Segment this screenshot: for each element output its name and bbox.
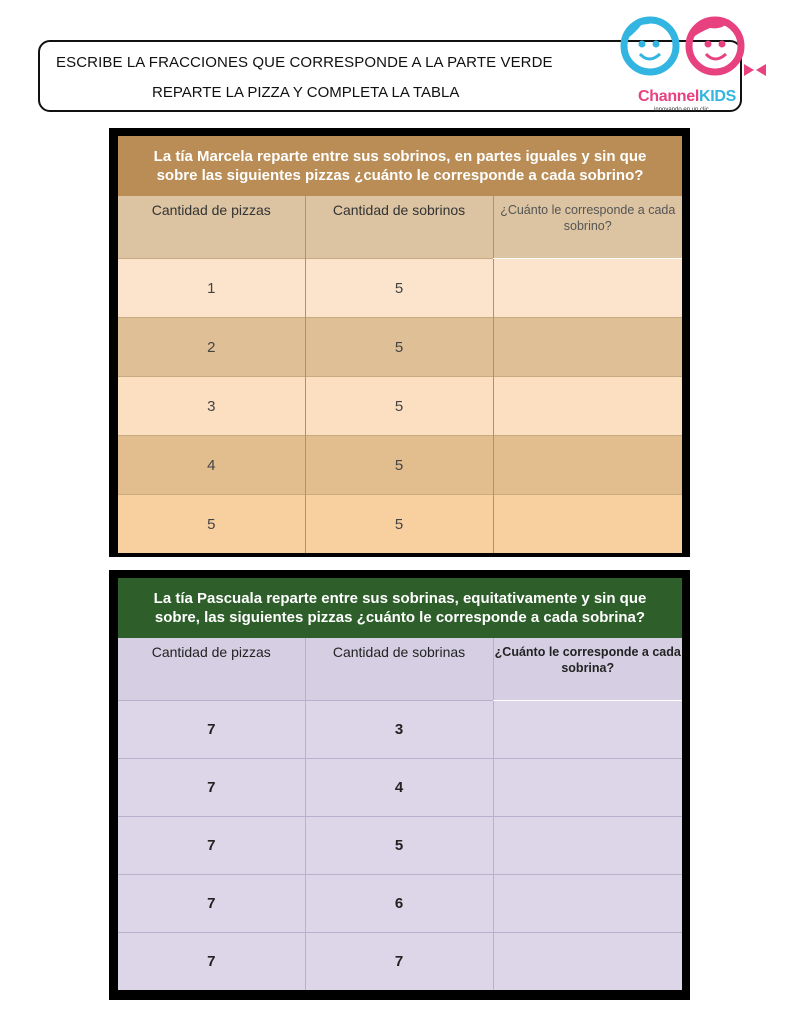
table-row bbox=[118, 436, 682, 495]
answer-cell[interactable] bbox=[493, 259, 682, 318]
cell-pizzas: 1 bbox=[118, 259, 305, 318]
header-cantidad-pizzas: Cantidad de pizzas bbox=[118, 638, 305, 701]
table-row bbox=[118, 875, 682, 933]
logo-wordmark: ChannelKIDS bbox=[638, 88, 737, 105]
answer-cell[interactable] bbox=[493, 875, 682, 933]
table-pascuala-title: La tía Pascuala reparte entre sus sobrinas, equitativamente y sin que sobre, las siguientes pizzas ¿cuánto le corresponde a cada sobrina? bbox=[118, 578, 682, 638]
header-cuanto-corresponde: ¿Cuánto le corresponde a cada sobrina? bbox=[493, 638, 682, 701]
header-cantidad-sobrinos: Cantidad de sobrinos bbox=[305, 196, 493, 259]
cell-sobrinas: 6 bbox=[305, 875, 493, 933]
kids-faces-icon bbox=[620, 8, 780, 88]
cell-pizzas: 7 bbox=[118, 701, 305, 759]
cell-sobrinas: 5 bbox=[305, 817, 493, 875]
answer-cell[interactable] bbox=[493, 318, 682, 377]
cell-sobrinas: 4 bbox=[305, 759, 493, 817]
cell-sobrinas: 3 bbox=[305, 701, 493, 759]
channelkids-logo bbox=[620, 8, 780, 120]
header-cantidad-pizzas: Cantidad de pizzas bbox=[118, 196, 305, 259]
cell-pizzas: 7 bbox=[118, 759, 305, 817]
table-row bbox=[118, 817, 682, 875]
table-row bbox=[118, 259, 682, 318]
table-row bbox=[118, 701, 682, 759]
table-marcela bbox=[118, 196, 682, 553]
table-row bbox=[118, 318, 682, 377]
answer-cell[interactable] bbox=[493, 933, 682, 991]
answer-cell[interactable] bbox=[493, 701, 682, 759]
answer-cell[interactable] bbox=[493, 495, 682, 554]
cell-sobrinos: 5 bbox=[305, 377, 493, 436]
instruction-line-2: REPARTE LA PIZZA Y COMPLETA LA TABLA bbox=[152, 84, 460, 101]
cell-sobrinos: 5 bbox=[305, 259, 493, 318]
logo-tagline: innovando en un clic bbox=[654, 107, 709, 113]
table-pascuala bbox=[118, 638, 682, 990]
cell-pizzas: 4 bbox=[118, 436, 305, 495]
table-marcela-panel bbox=[109, 128, 690, 557]
table-pascuala-panel bbox=[109, 570, 690, 1000]
cell-sobrinos: 5 bbox=[305, 318, 493, 377]
answer-cell[interactable] bbox=[493, 759, 682, 817]
cell-sobrinos: 5 bbox=[305, 436, 493, 495]
table-marcela-title: La tía Marcela reparte entre sus sobrinos, en partes iguales y sin que sobre las siguientes pizzas ¿cuánto le corresponde a cada sobrino? bbox=[118, 136, 682, 196]
table-row bbox=[118, 759, 682, 817]
cell-pizzas: 2 bbox=[118, 318, 305, 377]
cell-pizzas: 7 bbox=[118, 933, 305, 991]
table-row bbox=[118, 377, 682, 436]
cell-sobrinos: 5 bbox=[305, 495, 493, 554]
cell-sobrinas: 7 bbox=[305, 933, 493, 991]
table-row bbox=[118, 933, 682, 991]
answer-cell[interactable] bbox=[493, 436, 682, 495]
cell-pizzas: 3 bbox=[118, 377, 305, 436]
header-cantidad-sobrinas: Cantidad de sobrinas bbox=[305, 638, 493, 701]
answer-cell[interactable] bbox=[493, 377, 682, 436]
cell-pizzas: 7 bbox=[118, 875, 305, 933]
cell-pizzas: 7 bbox=[118, 817, 305, 875]
answer-cell[interactable] bbox=[493, 817, 682, 875]
instruction-line-1: ESCRIBE LA FRACCIONES QUE CORRESPONDE A LA PARTE VERDE bbox=[56, 54, 553, 71]
cell-pizzas: 5 bbox=[118, 495, 305, 554]
table-row bbox=[118, 495, 682, 554]
header-cuanto-corresponde: ¿Cuánto le corresponde a cada sobrino? bbox=[493, 196, 682, 259]
